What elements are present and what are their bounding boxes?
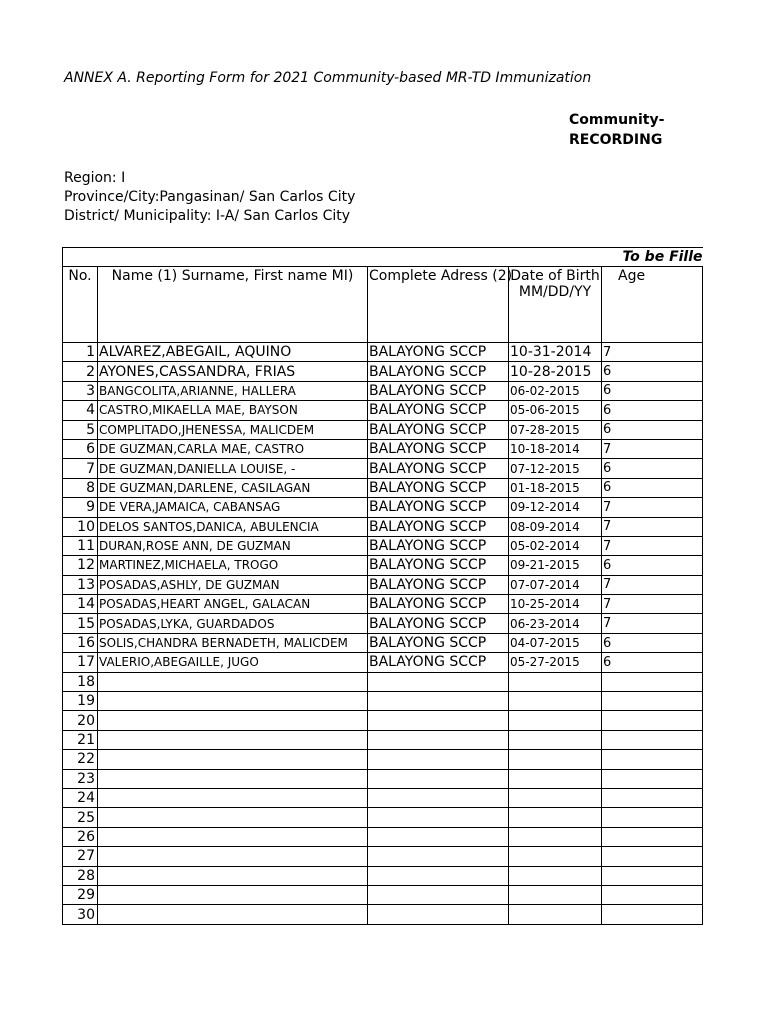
cell-name[interactable] xyxy=(98,808,368,827)
cell-address[interactable] xyxy=(368,769,509,788)
banner-text: To be Fille xyxy=(622,249,703,265)
table-row xyxy=(63,381,703,400)
cell-no[interactable]: 1 xyxy=(63,343,98,362)
cell-dob[interactable]: 07-12-2015 xyxy=(509,459,602,478)
cell-no[interactable]: 3 xyxy=(63,381,98,400)
cell-no[interactable]: 5 xyxy=(63,420,98,439)
table-row xyxy=(63,478,703,497)
district-label: District/ Municipality: I-A/ San Carlos City xyxy=(64,208,351,224)
cell-address[interactable] xyxy=(368,730,509,749)
table-row xyxy=(63,362,703,381)
cell-address[interactable]: BALAYONG SCCP xyxy=(368,420,509,439)
cell-dob[interactable] xyxy=(509,866,602,885)
table-row xyxy=(63,866,703,885)
recording-table xyxy=(62,247,703,925)
cell-name[interactable]: DURAN,ROSE ANN, DE GUZMAN xyxy=(98,536,368,555)
cell-no[interactable]: 7 xyxy=(63,459,98,478)
table-row xyxy=(63,711,703,730)
cell-no[interactable]: 19 xyxy=(63,692,98,711)
table-row xyxy=(63,633,703,652)
cell-name[interactable] xyxy=(98,750,368,769)
cell-no[interactable]: 8 xyxy=(63,478,98,497)
cell-no[interactable]: 25 xyxy=(63,808,98,827)
location-info xyxy=(64,169,355,226)
cell-dob[interactable] xyxy=(509,905,602,924)
cell-age[interactable]: 6 xyxy=(602,362,703,381)
cell-name[interactable]: AYONES,CASSANDRA, FRIAS xyxy=(98,362,368,381)
table-row xyxy=(63,536,703,555)
cell-no[interactable]: 9 xyxy=(63,498,98,517)
table-row xyxy=(63,517,703,536)
cell-dob[interactable] xyxy=(509,672,602,691)
region-label: Region: I xyxy=(64,170,126,186)
annex-title: ANNEX A. Reporting Form for 2021 Community-based MR-TD Immunization xyxy=(64,70,592,86)
cell-address[interactable] xyxy=(368,885,509,904)
cell-name[interactable] xyxy=(98,847,368,866)
cell-age[interactable]: 6 xyxy=(602,633,703,652)
cell-address[interactable]: BALAYONG SCCP xyxy=(368,381,509,400)
cell-dob[interactable]: 06-23-2014 xyxy=(509,614,602,633)
cell-age[interactable] xyxy=(602,788,703,807)
cell-name[interactable]: DE VERA,JAMAICA, CABANSAG xyxy=(98,498,368,517)
cell-no[interactable]: 26 xyxy=(63,827,98,846)
table-row xyxy=(63,498,703,517)
cell-dob[interactable]: 05-27-2015 xyxy=(509,653,602,672)
cell-no[interactable]: 4 xyxy=(63,401,98,420)
cell-no[interactable]: 17 xyxy=(63,653,98,672)
cell-age[interactable] xyxy=(602,672,703,691)
table-row xyxy=(63,827,703,846)
cell-name[interactable] xyxy=(98,905,368,924)
cell-name[interactable]: POSADAS,HEART ANGEL, GALACAN xyxy=(98,595,368,614)
cell-dob[interactable]: 08-09-2014 xyxy=(509,517,602,536)
cell-no[interactable]: 30 xyxy=(63,905,98,924)
table-row xyxy=(63,847,703,866)
table-row xyxy=(63,343,703,362)
cell-dob[interactable] xyxy=(509,827,602,846)
cell-name[interactable]: POSADAS,LYKA, GUARDADOS xyxy=(98,614,368,633)
cell-no[interactable]: 2 xyxy=(63,362,98,381)
cell-dob[interactable]: 10-31-2014 xyxy=(509,343,602,362)
cell-dob[interactable] xyxy=(509,711,602,730)
table-row xyxy=(63,769,703,788)
cell-address[interactable] xyxy=(368,905,509,924)
cell-name[interactable]: ALVAREZ,ABEGAIL, AQUINO xyxy=(98,343,368,362)
cell-no[interactable]: 16 xyxy=(63,633,98,652)
cell-dob[interactable]: 06-02-2015 xyxy=(509,381,602,400)
cell-name[interactable]: MARTINEZ,MICHAELA, TROGO xyxy=(98,556,368,575)
table-banner-row xyxy=(63,248,703,267)
cell-dob[interactable]: 10-18-2014 xyxy=(509,439,602,458)
cell-name[interactable]: BANGCOLITA,ARIANNE, HALLERA xyxy=(98,381,368,400)
cell-address[interactable]: BALAYONG SCCP xyxy=(368,401,509,420)
table-row xyxy=(63,672,703,691)
cell-no[interactable]: 15 xyxy=(63,614,98,633)
cell-dob[interactable]: 07-28-2015 xyxy=(509,420,602,439)
col-header-name: Name (1) Surname, First name MI) xyxy=(98,267,368,343)
cell-no[interactable]: 24 xyxy=(63,788,98,807)
cell-no[interactable]: 20 xyxy=(63,711,98,730)
cell-no[interactable]: 21 xyxy=(63,730,98,749)
cell-name[interactable] xyxy=(98,788,368,807)
cell-address[interactable]: BALAYONG SCCP xyxy=(368,633,509,652)
cell-address[interactable]: BALAYONG SCCP xyxy=(368,459,509,478)
cell-no[interactable]: 23 xyxy=(63,769,98,788)
cell-dob[interactable] xyxy=(509,885,602,904)
cell-age[interactable] xyxy=(602,711,703,730)
cell-no[interactable]: 10 xyxy=(63,517,98,536)
col-header-age: Age xyxy=(602,267,703,343)
cell-address[interactable] xyxy=(368,827,509,846)
cell-dob[interactable] xyxy=(509,730,602,749)
cell-age[interactable]: 7 xyxy=(602,517,703,536)
cell-name[interactable] xyxy=(98,692,368,711)
cell-address[interactable] xyxy=(368,750,509,769)
cell-no[interactable]: 11 xyxy=(63,536,98,555)
form-title-line2: RECORDING xyxy=(569,132,663,148)
cell-age[interactable]: 6 xyxy=(602,459,703,478)
cell-dob[interactable] xyxy=(509,788,602,807)
cell-no[interactable]: 12 xyxy=(63,556,98,575)
cell-name[interactable]: POSADAS,ASHLY, DE GUZMAN xyxy=(98,575,368,594)
cell-age[interactable]: 6 xyxy=(602,556,703,575)
cell-age[interactable] xyxy=(602,769,703,788)
cell-dob[interactable]: 05-02-2014 xyxy=(509,536,602,555)
cell-age[interactable]: 6 xyxy=(602,381,703,400)
cell-dob[interactable]: 05-06-2015 xyxy=(509,401,602,420)
cell-no[interactable]: 29 xyxy=(63,885,98,904)
cell-dob[interactable] xyxy=(509,769,602,788)
cell-address[interactable] xyxy=(368,711,509,730)
cell-address[interactable] xyxy=(368,847,509,866)
cell-age[interactable] xyxy=(602,730,703,749)
cell-age[interactable]: 6 xyxy=(602,478,703,497)
cell-age[interactable] xyxy=(602,750,703,769)
cell-age[interactable]: 6 xyxy=(602,653,703,672)
table-row xyxy=(63,439,703,458)
table-row xyxy=(63,556,703,575)
table-row xyxy=(63,614,703,633)
cell-name[interactable] xyxy=(98,711,368,730)
cell-name[interactable]: VALERIO,ABEGAILLE, JUGO xyxy=(98,653,368,672)
cell-dob[interactable]: 01-18-2015 xyxy=(509,478,602,497)
table-row xyxy=(63,808,703,827)
col-header-dob: Date of Birth MM/DD/YY xyxy=(509,267,602,343)
cell-name[interactable] xyxy=(98,885,368,904)
table-row xyxy=(63,905,703,924)
cell-address[interactable] xyxy=(368,692,509,711)
table-row xyxy=(63,885,703,904)
cell-dob[interactable]: 10-28-2015 xyxy=(509,362,602,381)
table-row xyxy=(63,595,703,614)
cell-dob[interactable]: 09-12-2014 xyxy=(509,498,602,517)
cell-name[interactable] xyxy=(98,672,368,691)
cell-age[interactable] xyxy=(602,808,703,827)
table-banner xyxy=(63,248,703,267)
cell-age[interactable] xyxy=(602,847,703,866)
cell-no[interactable]: 28 xyxy=(63,866,98,885)
form-title xyxy=(569,110,664,150)
table-row xyxy=(63,730,703,749)
cell-dob[interactable] xyxy=(509,692,602,711)
cell-name[interactable]: COMPLITADO,JHENESSA, MALICDEM xyxy=(98,420,368,439)
col-header-no: No. xyxy=(63,267,98,343)
cell-name[interactable] xyxy=(98,866,368,885)
province-label: Province/City:Pangasinan/ San Carlos City xyxy=(64,189,356,205)
cell-dob[interactable] xyxy=(509,808,602,827)
cell-no[interactable]: 13 xyxy=(63,575,98,594)
cell-age[interactable]: 7 xyxy=(602,536,703,555)
cell-address[interactable]: BALAYONG SCCP xyxy=(368,362,509,381)
cell-name[interactable]: SOLIS,CHANDRA BERNADETH, MALICDEM xyxy=(98,633,368,652)
cell-name[interactable]: DE GUZMAN,CARLA MAE, CASTRO xyxy=(98,439,368,458)
cell-no[interactable]: 14 xyxy=(63,595,98,614)
cell-age[interactable]: 7 xyxy=(602,614,703,633)
cell-age[interactable] xyxy=(602,866,703,885)
cell-dob[interactable]: 07-07-2014 xyxy=(509,575,602,594)
cell-address[interactable]: BALAYONG SCCP xyxy=(368,556,509,575)
cell-name[interactable]: DE GUZMAN,DANIELLA LOUISE, - xyxy=(98,459,368,478)
table-row xyxy=(63,575,703,594)
cell-dob[interactable]: 10-25-2014 xyxy=(509,595,602,614)
cell-address[interactable]: BALAYONG SCCP xyxy=(368,343,509,362)
cell-address[interactable]: BALAYONG SCCP xyxy=(368,614,509,633)
cell-age[interactable] xyxy=(602,692,703,711)
table-row xyxy=(63,653,703,672)
form-title-line1: Community- xyxy=(569,112,665,128)
cell-name[interactable] xyxy=(98,827,368,846)
table-row xyxy=(63,692,703,711)
table-row xyxy=(63,459,703,478)
cell-age[interactable]: 7 xyxy=(602,439,703,458)
cell-dob[interactable] xyxy=(509,847,602,866)
table-row xyxy=(63,788,703,807)
table-row xyxy=(63,401,703,420)
col-header-address: Complete Adress (2) xyxy=(368,267,509,343)
cell-address[interactable]: BALAYONG SCCP xyxy=(368,536,509,555)
cell-age[interactable] xyxy=(602,885,703,904)
cell-age[interactable]: 6 xyxy=(602,401,703,420)
cell-age[interactable]: 7 xyxy=(602,595,703,614)
cell-dob[interactable] xyxy=(509,750,602,769)
cell-address[interactable]: BALAYONG SCCP xyxy=(368,498,509,517)
cell-address[interactable] xyxy=(368,672,509,691)
cell-name[interactable]: CASTRO,MIKAELLA MAE, BAYSON xyxy=(98,401,368,420)
cell-address[interactable]: BALAYONG SCCP xyxy=(368,653,509,672)
recording-table-viewport xyxy=(62,247,703,923)
cell-dob[interactable]: 04-07-2015 xyxy=(509,633,602,652)
cell-name[interactable] xyxy=(98,730,368,749)
cell-age[interactable] xyxy=(602,905,703,924)
cell-address[interactable]: BALAYONG SCCP xyxy=(368,478,509,497)
cell-address[interactable] xyxy=(368,788,509,807)
cell-age[interactable] xyxy=(602,827,703,846)
cell-age[interactable]: 7 xyxy=(602,575,703,594)
table-row xyxy=(63,420,703,439)
cell-age[interactable]: 7 xyxy=(602,498,703,517)
cell-no[interactable]: 18 xyxy=(63,672,98,691)
cell-age[interactable]: 7 xyxy=(602,343,703,362)
table-header-row xyxy=(63,267,703,343)
cell-name[interactable] xyxy=(98,769,368,788)
cell-name[interactable]: DELOS SANTOS,DANICA, ABULENCIA xyxy=(98,517,368,536)
cell-address[interactable] xyxy=(368,808,509,827)
cell-no[interactable]: 6 xyxy=(63,439,98,458)
cell-name[interactable]: DE GUZMAN,DARLENE, CASILAGAN xyxy=(98,478,368,497)
cell-address[interactable]: BALAYONG SCCP xyxy=(368,439,509,458)
cell-age[interactable]: 6 xyxy=(602,420,703,439)
cell-no[interactable]: 27 xyxy=(63,847,98,866)
cell-address[interactable]: BALAYONG SCCP xyxy=(368,575,509,594)
cell-address[interactable]: BALAYONG SCCP xyxy=(368,517,509,536)
cell-address[interactable]: BALAYONG SCCP xyxy=(368,595,509,614)
cell-no[interactable]: 22 xyxy=(63,750,98,769)
cell-address[interactable] xyxy=(368,866,509,885)
cell-dob[interactable]: 09-21-2015 xyxy=(509,556,602,575)
table-row xyxy=(63,750,703,769)
